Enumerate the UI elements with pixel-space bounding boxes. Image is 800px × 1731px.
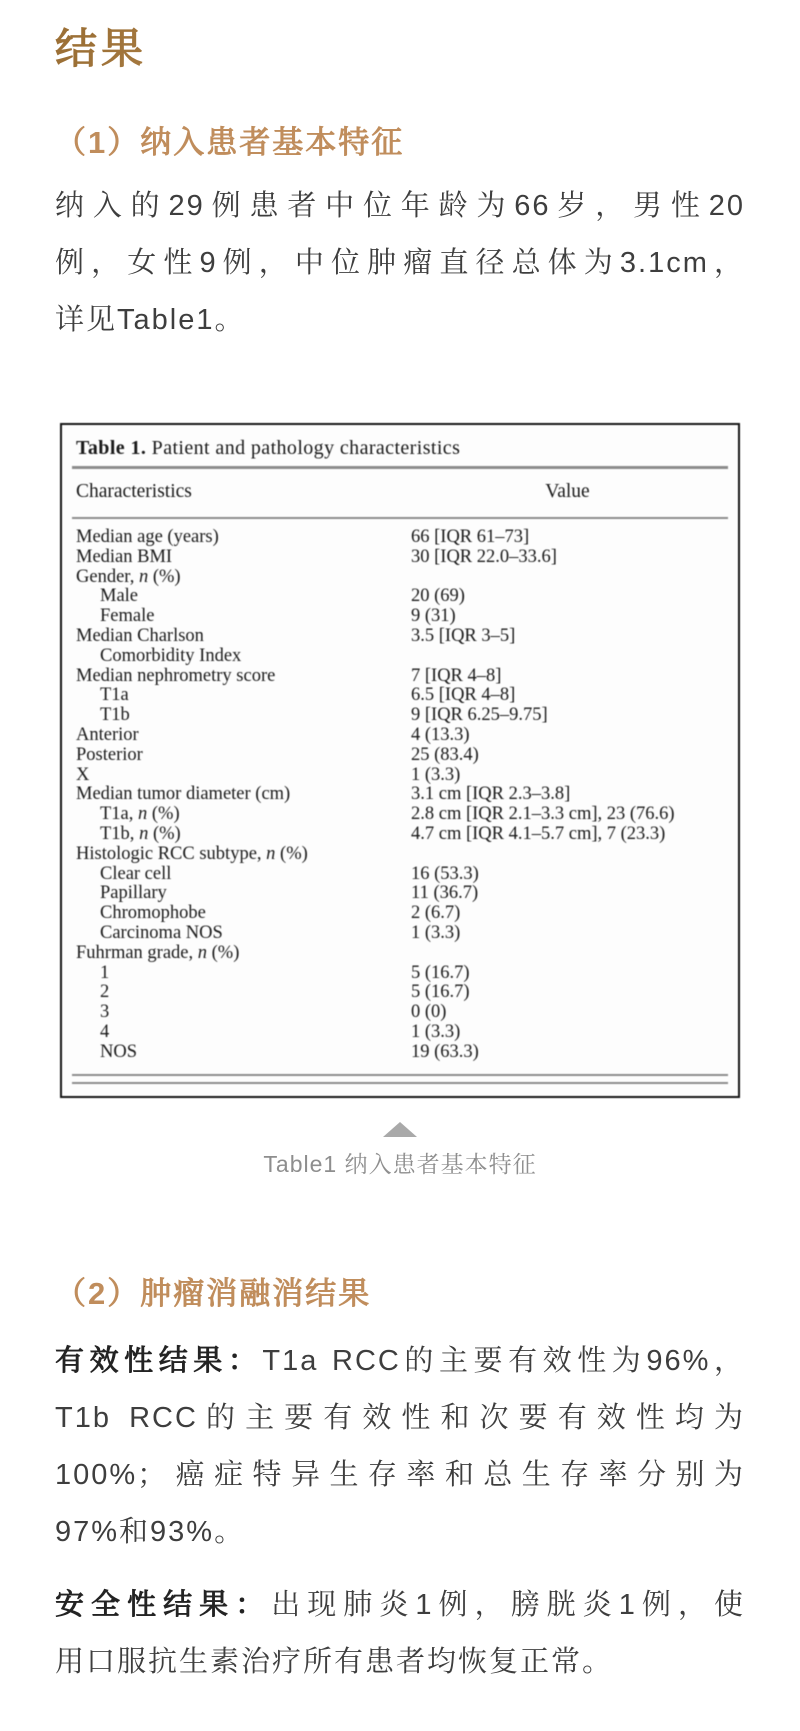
paragraph-text: 100%；癌症特异生存率和总生存率分别为	[55, 1458, 745, 1491]
table-rule-bottom	[72, 1074, 728, 1084]
table-cell-value: 2.8 cm [IQR 2.1–3.3 cm], 23 (76.6)	[411, 804, 675, 825]
table-title-label: Table 1.	[76, 437, 147, 459]
paragraph-line	[55, 1390, 745, 1447]
table-cell-characteristic: Chromophobe	[100, 903, 206, 924]
table-row	[62, 686, 738, 706]
table-row	[62, 766, 738, 786]
efficacy-paragraph	[55, 1333, 745, 1561]
table-cell-characteristic: Median age (years)	[76, 527, 219, 547]
paragraph-text: 用口服抗生素治疗所有患者均恢复正常。	[55, 1645, 614, 1678]
paragraph-text: 纳入的29例患者中位年龄为66岁，男性20	[55, 190, 745, 222]
table-header-row	[62, 469, 738, 517]
paragraph-line	[55, 292, 745, 349]
table-title	[62, 435, 738, 466]
table-header-value: Value	[545, 480, 590, 502]
table-cell-characteristic: Female	[100, 606, 155, 627]
table-title-text: Patient and pathology characteristics	[151, 437, 461, 459]
table-cell-value: 7 [IQR 4–8]	[411, 665, 502, 686]
table-cell-value: 4 (13.3)	[411, 724, 470, 745]
paragraph-lead-bold: 有效性结果：	[55, 1344, 263, 1377]
table-row	[62, 568, 738, 588]
table-cell-value: 1 (3.3)	[411, 1021, 461, 1042]
paragraph-text: T1b RCC的主要有效性和次要有效性均为	[55, 1401, 745, 1434]
table-cell-value: 66 [IQR 61–73]	[411, 527, 530, 547]
table-row	[62, 825, 738, 845]
table-cell-value: 30 [IQR 22.0–33.6]	[411, 546, 557, 567]
table-cell-characteristic: T1a	[100, 685, 129, 706]
table-cell-characteristic: Male	[100, 586, 139, 607]
table-cell-characteristic: Fuhrman grade, n (%)	[76, 942, 240, 963]
paragraph-text: 例，女性9例，中位肿瘤直径总体为3.1cm，	[55, 247, 745, 279]
table-row	[62, 805, 738, 825]
table-cell-characteristic: X	[76, 764, 90, 785]
table-row	[62, 1043, 738, 1063]
table-row	[62, 904, 738, 924]
table-row	[62, 706, 738, 726]
table-cell-value	[411, 944, 724, 964]
table-cell-value: 4.7 cm [IQR 4.1–5.7 cm], 7 (23.3)	[411, 823, 666, 844]
page-title: 结果	[55, 22, 745, 76]
table-row	[62, 865, 738, 885]
table-cell-value: 11 (36.7)	[411, 883, 479, 904]
table-cell-value	[411, 647, 724, 667]
table-cell-characteristic: T1b	[100, 705, 130, 726]
table-row	[62, 587, 738, 607]
table-row	[62, 607, 738, 627]
table-cell-characteristic: Posterior	[76, 744, 143, 765]
table-cell-characteristic: Median Charlson	[76, 625, 204, 646]
table-row	[62, 548, 738, 568]
paragraph-line	[55, 1447, 745, 1504]
table-cell-characteristic: NOS	[100, 1041, 138, 1062]
table-cell-value: 1 (3.3)	[411, 922, 461, 943]
table-cell-characteristic: Median nephrometry score	[76, 665, 276, 686]
section-1-paragraph	[55, 178, 745, 349]
paragraph-text: 出现肺炎1例，膀胱炎1例，使	[271, 1588, 745, 1621]
table-cell-value: 5 (16.7)	[411, 982, 470, 1003]
table-cell-value: 9 (31)	[411, 606, 456, 627]
table-header-characteristics: Characteristics	[76, 480, 192, 502]
paragraph-line	[55, 1333, 745, 1390]
table-row	[62, 627, 738, 647]
table-cell-value: 19 (63.3)	[411, 1041, 479, 1062]
table-row	[62, 944, 738, 964]
table-cell-value: 3.1 cm [IQR 2.3–3.8]	[411, 784, 571, 805]
table-cell-characteristic: T1b, n (%)	[100, 823, 181, 844]
table-cell-value	[411, 568, 724, 588]
table-caption: Table1 纳入患者基本特征	[263, 1150, 537, 1177]
table-row	[62, 964, 738, 984]
section-2-paragraphs	[55, 1333, 745, 1691]
table-cell-characteristic: Median tumor diameter (cm)	[76, 784, 291, 805]
table-cell-value: 25 (83.4)	[411, 744, 479, 765]
table-cell-characteristic: Carcinoma NOS	[100, 922, 223, 943]
table-cell-value	[411, 845, 724, 865]
table-row	[62, 667, 738, 687]
table-row	[62, 1023, 738, 1043]
table-cell-value: 0 (0)	[411, 1002, 447, 1023]
table-cell-value: 1 (3.3)	[411, 764, 461, 785]
table-row	[62, 785, 738, 805]
table-cell-characteristic: T1a, n (%)	[100, 804, 180, 825]
table-cell-value: 16 (53.3)	[411, 863, 479, 884]
table-cell-characteristic: Median BMI	[76, 546, 173, 567]
table-cell-characteristic: 2	[100, 982, 110, 1003]
table-row	[62, 845, 738, 865]
table-cell-value: 5 (16.7)	[411, 962, 470, 983]
table-cell-characteristic: 4	[100, 1021, 110, 1042]
table-cell-characteristic: Histologic RCC subtype, n (%)	[76, 843, 308, 864]
table-cell-characteristic: 1	[100, 962, 110, 983]
table-row	[62, 924, 738, 944]
paragraph-text: 97%和93%。	[55, 1515, 246, 1548]
paragraph-text: 详见Table1。	[55, 304, 246, 336]
table-row	[62, 1003, 738, 1023]
table-cell-value: 9 [IQR 6.25–9.75]	[411, 705, 548, 726]
table-cell-characteristic: Gender, n (%)	[76, 566, 181, 587]
paragraph-line	[55, 1577, 745, 1634]
table-cell-value: 2 (6.7)	[411, 903, 461, 924]
table-cell-characteristic: Clear cell	[100, 863, 172, 884]
caption-triangle-icon	[383, 1122, 417, 1137]
table-cell-value: 6.5 [IQR 4–8]	[411, 685, 516, 706]
table-cell-characteristic: Papillary	[100, 883, 167, 904]
table-cell-characteristic: 3	[100, 1002, 110, 1023]
paragraph-text: T1a RCC的主要有效性为96%，	[262, 1344, 745, 1377]
paragraph-lead-bold: 安全性结果：	[55, 1588, 272, 1621]
table-row	[62, 528, 738, 548]
paragraph-line	[55, 178, 745, 235]
table1-figure-image	[60, 423, 740, 1098]
table-cell-value: 20 (69)	[411, 586, 465, 607]
table-row	[62, 647, 738, 667]
table-row	[62, 726, 738, 746]
table-row	[62, 983, 738, 1003]
table-body	[62, 519, 738, 1065]
section-2-heading: （2）肿瘤消融消结果	[55, 1275, 372, 1311]
table-row	[62, 746, 738, 766]
table-cell-characteristic: Comorbidity Index	[100, 645, 242, 666]
safety-paragraph	[55, 1577, 745, 1691]
paragraph-line	[55, 1634, 745, 1691]
paragraph-line	[55, 1504, 745, 1561]
paragraph-line	[55, 235, 745, 292]
table-cell-value: 3.5 [IQR 3–5]	[411, 625, 516, 646]
table-cell-characteristic: Anterior	[76, 724, 139, 745]
section-1-heading: （1）纳入患者基本特征	[55, 125, 405, 160]
table-row	[62, 884, 738, 904]
